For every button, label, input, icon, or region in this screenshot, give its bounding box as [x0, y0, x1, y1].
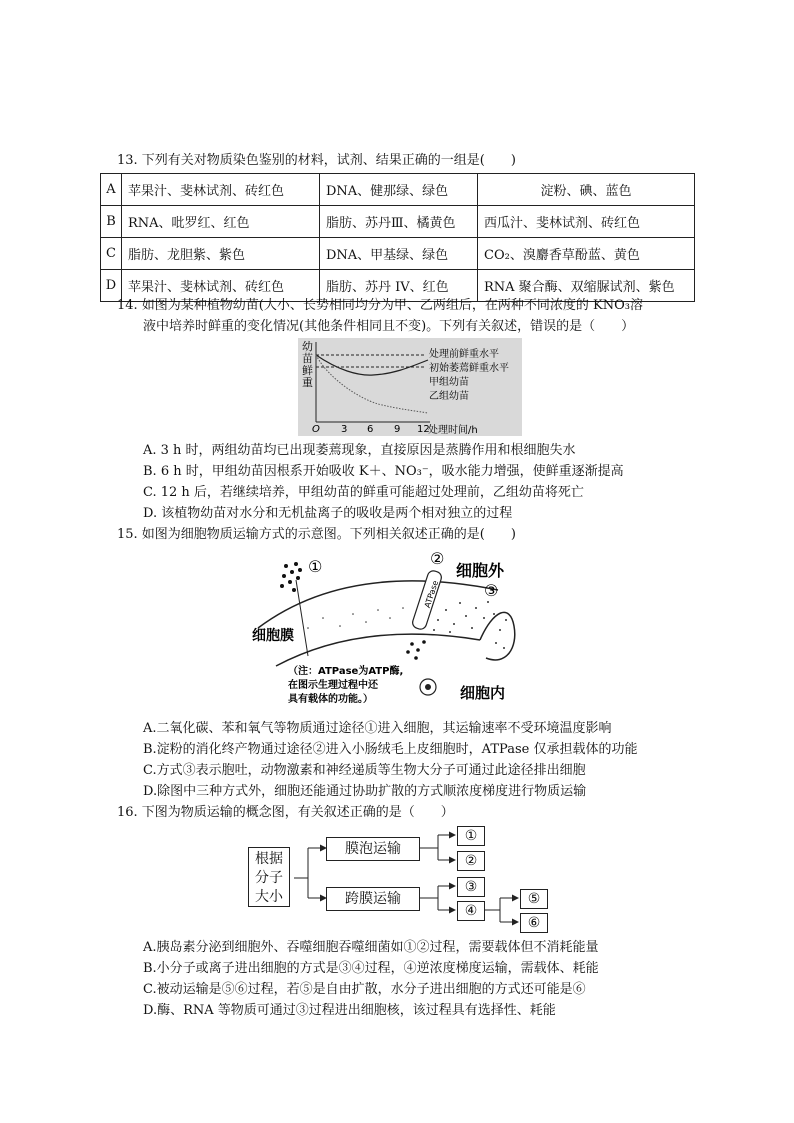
q16-option-c: C.被动运输是⑤⑥过程，若⑤是自由扩散，水分子进出细胞的方式还可能是⑥	[143, 982, 586, 997]
x-tick-label: 6	[367, 424, 374, 435]
membrane-outer-edge	[258, 581, 498, 628]
node-3: ③	[457, 877, 485, 897]
q16-stem: 16. 下图为物质运输的概念图，有关叙述正确的是（ ）	[117, 805, 454, 820]
q14-stem-line1: 14. 如图为某种植物幼苗(大小、长势相同均分为甲、乙两组后，在两种不同浓度的 KNO₃溶	[117, 298, 643, 313]
q14-option-c: C. 12 h 后，若继续培养，甲组幼苗的鲜重可能超过处理前，乙组幼苗将死亡	[143, 485, 584, 500]
label-3: ③	[484, 581, 499, 600]
initial-wilting-label: 初始萎蔫鲜重水平	[429, 363, 509, 374]
vesicle-pocket	[480, 612, 515, 660]
table-row	[101, 174, 695, 206]
option-key: C	[101, 238, 122, 270]
q14-option-b: B. 6 h 时，甲组幼苗因根系开始吸收 K＋、NO₃⁻，吸水能力增强，使鲜重逐渐提高	[143, 464, 624, 479]
molecule-cluster-2	[406, 640, 426, 660]
q13-table	[100, 173, 695, 302]
vesicle-core	[425, 684, 431, 690]
outside-label: 细胞外	[456, 561, 505, 580]
group-yi-label: 乙组幼苗	[429, 391, 469, 402]
x-tick-label: 12	[417, 424, 430, 435]
group-jia-label: 甲组幼苗	[429, 377, 469, 388]
y-axis-char-4: 重	[302, 376, 313, 389]
q15-option-b: B.淀粉的消化终产物通过途径②进入小肠绒毛上皮细胞时，ATPase 仅承担载体的功能	[143, 742, 638, 757]
q14-figure	[298, 338, 522, 436]
note-line-2: 在图示生理过程中还	[288, 680, 378, 691]
table-cell: 脂肪、苏丹 IV、红色	[320, 270, 478, 302]
node-vesicle-transport: 膜泡运输	[326, 837, 420, 861]
inside-label: 细胞内	[460, 684, 506, 702]
q16-option-b: B.小分子或离子进出细胞的方式是③④过程，④逆浓度梯度运输，需载体、耗能	[143, 961, 599, 976]
y-axis-char-2: 苗	[302, 352, 313, 365]
y-axis-char-1: 幼	[302, 340, 313, 353]
node-transmembrane-transport: 跨膜运输	[326, 887, 420, 911]
table-cell: 苹果汁、斐林试剂、砖红色	[122, 174, 320, 206]
q15-option-a: A.二氧化碳、苯和氧气等物质通过途径①进入细胞，其运输速率不受环境温度影响	[143, 721, 612, 736]
q15-figure	[248, 548, 520, 708]
table-cell: 淀粉、碘、蓝色	[478, 174, 695, 206]
option-key: B	[101, 206, 122, 238]
molecule-cluster-1	[280, 562, 302, 592]
node-1: ①	[457, 826, 485, 846]
label-1: ①	[308, 557, 323, 576]
node-6: ⑥	[520, 913, 548, 933]
x-tick-label: 9	[394, 424, 401, 435]
note-line-1: （注：ATPase为ATP酶,	[288, 666, 404, 677]
membrane-label: 细胞膜	[252, 628, 294, 644]
membrane-dots	[307, 601, 507, 649]
node-4: ④	[457, 901, 485, 921]
q14-stem-line2: 液中培养时鲜重的变化情况(其他条件相同且不变)。下列有关叙述，错误的是（ ）	[143, 319, 635, 334]
table-cell: CO₂、溴麝香草酚蓝、黄色	[478, 238, 695, 270]
table-cell: 苹果汁、斐林试剂、砖红色	[122, 270, 320, 302]
table-cell: DNA、甲基绿、绿色	[320, 238, 478, 270]
option-key: A	[101, 174, 122, 206]
x-tick-label: 3	[341, 424, 348, 435]
table-cell: RNA 聚合酶、双缩脲试剂、紫色	[478, 270, 695, 302]
table-row	[101, 238, 695, 270]
q15-stem: 15. 如图为细胞物质运输方式的示意图。下列相关叙述正确的是( )	[117, 527, 516, 542]
atpase-label: ATPase	[422, 579, 441, 609]
q14-option-a: A. 3 h 时，两组幼苗均已出现萎蔫现象，直接原因是蒸腾作用和根细胞失水	[143, 443, 576, 458]
q13-stem: 13. 下列有关对物质染色鉴别的材料，试剂、结果正确的一组是( )	[117, 153, 516, 168]
x-axis-label: 处理时间/h	[428, 425, 478, 436]
table-row	[101, 206, 695, 238]
pre-treatment-label: 处理前鲜重水平	[429, 349, 499, 360]
table-cell: 西瓜汁、斐林试剂、砖红色	[478, 206, 695, 238]
node-5: ⑤	[520, 889, 548, 909]
root-node	[248, 847, 290, 907]
table-cell: 脂肪、苏丹Ⅲ、橘黄色	[320, 206, 478, 238]
node-2: ②	[457, 851, 485, 871]
table-cell: 脂肪、龙胆紫、紫色	[122, 238, 320, 270]
option-key: D	[101, 270, 122, 302]
path-1-arrow	[296, 580, 308, 656]
origin-label: O	[312, 424, 320, 435]
table-row	[101, 270, 695, 302]
table-cell: DNA、健那绿、绿色	[320, 174, 478, 206]
q16-option-a: A.胰岛素分泌到细胞外、吞噬细胞吞噬细菌如①②过程，需要载体但不消耗能量	[143, 940, 599, 955]
q15-option-d: D.除图中三种方式外，细胞还能通过协助扩散的方式顺浓度梯度进行物质运输	[143, 784, 587, 799]
label-2: ②	[430, 549, 445, 568]
y-axis-char-3: 鲜	[302, 364, 313, 377]
q15-option-c: C.方式③表示胞吐，动物激素和神经递质等生物大分子可通过此途径排出细胞	[143, 763, 586, 778]
root-node-label: 根据分子大小	[255, 851, 283, 905]
q14-option-d: D. 该植物幼苗对水分和无机盐离子的吸收是两个相对独立的过程	[143, 506, 513, 521]
q16-option-d: D.酶、RNA 等物质可通过③过程进出细胞核，该过程具有选择性、耗能	[143, 1003, 556, 1018]
note-line-3: 具有载体的功能。）	[288, 694, 373, 705]
table-cell: RNA、吡罗红、红色	[122, 206, 320, 238]
